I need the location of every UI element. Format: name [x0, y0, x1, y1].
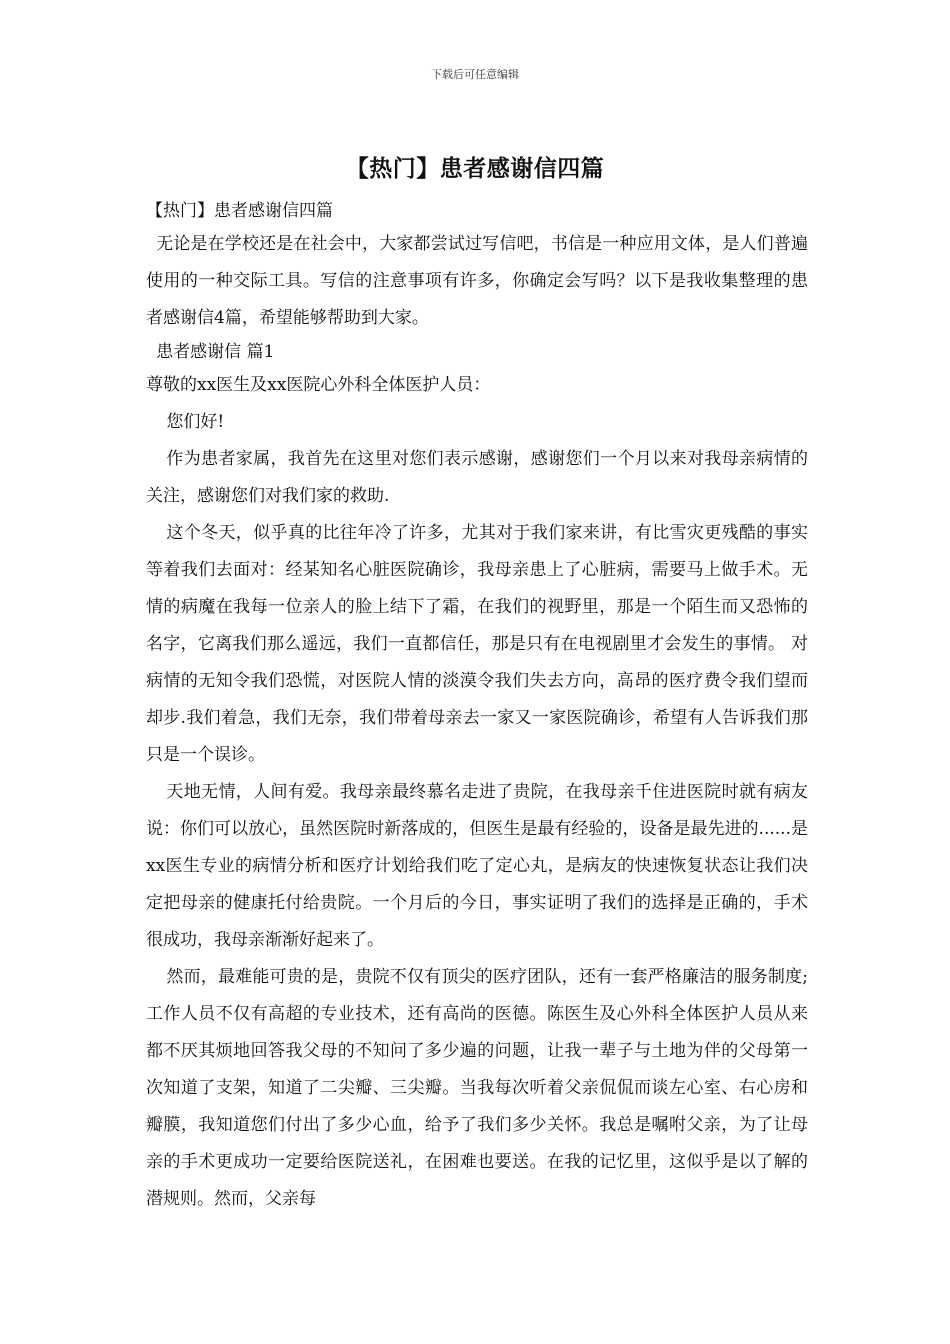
paragraph-1: 作为患者家属，我首先在这里对您们表示感谢，感谢您们一个月以来对我母亲病情的关注，感谢您们对我们家的救助.	[146, 449, 808, 506]
subtitle: 【热门】患者感谢信四篇	[146, 201, 333, 221]
paragraph-2: 这个冬天，似乎真的比往年冷了许多，尤其对于我们家来讲，有比雪灾更残酷的事实等着我们去面对：经某知名心脏医院确诊，我母亲患上了心脏病，需要马上做手术。无情的病魔在我每一位亲人的脸上结下了霜，在我们的视野里，那是一个陌生而又恐怖的名字，它离我们那么遥远，我们一直都信任，那是只有在电视剧里才会发生的事情。 对病情的无知令我们恐慌，对医院人情的淡漠令我们失去方向，高昂的医疗费令我们望而却步.我们着急，我们无奈，我们带着母亲去一家又一家医院确诊，希望有人告诉我们那只是一个误诊。	[146, 523, 808, 765]
paragraph-3: 天地无情，人间有爱。我母亲最终慕名走进了贵院，在我母亲千住进医院时就有病友说：你们可以放心，虽然医院时新落成的，但医生是最有经验的，设备是最先进的......是xx医生专业的病情分析和医疗计划给我们吃了定心丸，是病友的快速恢复状态让我们决定把母亲的健康托付给贵院。一个月后的今日，事实证明了我们的选择是正确的，手术很成功，我母亲渐渐好起来了。	[146, 782, 808, 950]
section-heading: 患者感谢信 篇1	[156, 342, 275, 362]
document-body	[146, 196, 808, 1218]
header-note: 下载后可任意编辑	[431, 68, 519, 81]
greeting: 您们好!	[166, 412, 225, 432]
salutation: 尊敬的xx医生及xx医院心外科全体医护人员：	[146, 375, 491, 395]
intro-paragraph: 无论是在学校还是在社会中，大家都尝试过写信吧，书信是一种应用文体，是人们普遍使用的一种交际工具。写信的注意事项有许多，你确定会写吗？以下是我收集整理的患者感谢信4篇，希望能够帮助到大家。	[146, 234, 808, 328]
document-title: 【热门】患者感谢信四篇	[345, 155, 605, 182]
paragraph-4: 然而，最难能可贵的是，贵院不仅有顶尖的医疗团队，还有一套严格廉洁的服务制度;工作人员不仅有高超的专业技术，还有高尚的医德。陈医生及心外科全体医护人员从来都不厌其烦地回答我父母的不知问了多少遍的问题，让我一辈子与土地为伴的父母第一次知道了支架，知道了二尖瓣、三尖瓣。当我每次听着父亲侃侃而谈左心室、右心房和瓣膜，我知道您们付出了多少心血，给予了我们多少关怀。我总是嘱咐父亲，为了让母亲的手术更成功一定要给医院送礼，在困难也要送。在我的记忆里，这似乎是以了解的潜规则。然而，父亲每	[146, 967, 808, 1209]
